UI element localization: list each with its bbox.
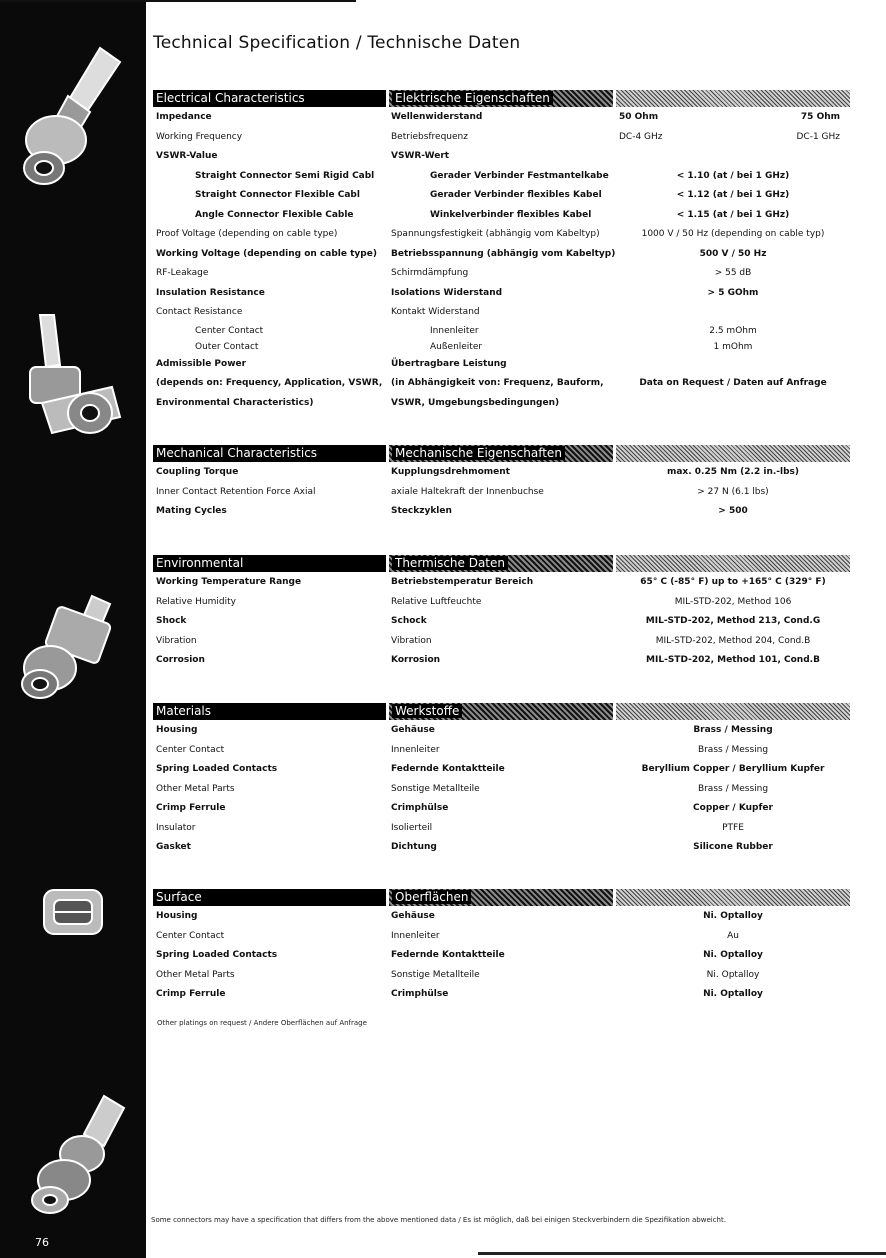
spec-label-de: (in Abhängigkeit von: Frequenz, Bauform, — [391, 378, 604, 388]
spec-value: 1 mOhm — [713, 341, 753, 352]
spec-label-en: Center Contact — [195, 325, 264, 336]
spec-label-en: Crimp Ferrule — [156, 803, 226, 813]
spec-value: Silicone Rubber — [693, 842, 773, 852]
section-header-en: Electrical Characteristics — [153, 90, 386, 107]
spec-label-en: VSWR-Value — [156, 151, 218, 161]
top-rule — [0, 0, 356, 2]
spec-label-en: Angle Connector Flexible Cable — [195, 209, 354, 220]
spec-row — [153, 780, 850, 800]
spec-value: Brass / Messing — [697, 744, 769, 755]
spec-label-de: Relative Luftfeuchte — [391, 596, 482, 607]
spec-label-de: Steckzyklen — [391, 506, 452, 516]
spec-label-de: Wellenwiderstand — [391, 112, 483, 122]
spec-label-en: Center Contact — [156, 930, 225, 941]
spec-value: < 1.12 (at / bei 1 GHz) — [676, 190, 790, 200]
spec-value: MIL-STD-202, Method 101, Cond.B — [646, 655, 820, 665]
spec-label-de: Korrosion — [391, 655, 441, 665]
spec-value-75ohm: DC-1 GHz — [796, 131, 840, 142]
spec-label-en: Impedance — [156, 112, 212, 122]
spec-label-de: Betriebsfrequenz — [391, 131, 468, 142]
spec-label-en: (depends on: Frequency, Application, VSWR, — [156, 378, 383, 388]
spec-label-de: axiale Haltekraft der Innenbuchse — [391, 486, 544, 497]
spec-value: Data on Request / Daten auf Anfrage — [639, 378, 827, 388]
spec-row — [153, 245, 850, 265]
spec-row — [153, 573, 850, 593]
spec-section — [153, 90, 850, 413]
spec-label-de: Übertragbare Leistung — [391, 358, 507, 369]
spec-row — [153, 927, 850, 947]
spec-row — [153, 394, 850, 414]
spec-row — [153, 799, 850, 819]
spec-value: Ni. Optalloy — [703, 950, 763, 960]
spec-label-de: VSWR-Wert — [391, 151, 450, 161]
spec-label-en: Mating Cycles — [156, 506, 227, 516]
spec-row — [153, 303, 850, 323]
spec-row — [153, 339, 850, 355]
spec-row — [153, 128, 850, 148]
plating-note: Other platings on request / Andere Oberflächen auf Anfrage — [157, 1019, 367, 1027]
section-header-de — [389, 703, 613, 720]
section-header-values — [616, 445, 850, 462]
spec-value: Ni. Optalloy — [703, 989, 763, 999]
spec-label-en: Spring Loaded Contacts — [156, 950, 278, 960]
section-header-de-label: Werkstoffe — [392, 704, 462, 718]
spec-label-de: Dichtung — [391, 842, 437, 852]
spec-label-en: Outer Contact — [195, 341, 259, 352]
spec-label-en: Gasket — [156, 842, 191, 852]
spec-row — [153, 632, 850, 652]
spec-row — [153, 946, 850, 966]
spec-label-en: Corrosion — [156, 655, 205, 665]
spec-row — [153, 502, 850, 522]
spec-value-50ohm: 50 Ohm — [619, 112, 659, 122]
spec-row — [153, 838, 850, 858]
spec-label-en: Housing — [156, 911, 198, 921]
spec-label-en: Other Metal Parts — [156, 969, 235, 980]
spec-label-de: Betriebstemperatur Bereich — [391, 577, 534, 587]
spec-label-en: Insulation Resistance — [156, 287, 265, 298]
spec-value: Copper / Kupfer — [693, 803, 773, 813]
spec-value: Beryllium Copper / Beryllium Kupfer — [641, 764, 825, 774]
spec-row — [153, 985, 850, 1005]
section-header-values — [616, 555, 850, 572]
spec-row — [153, 225, 850, 245]
section-header-en: Surface — [153, 889, 386, 906]
connector-image — [12, 305, 137, 455]
spec-row — [153, 264, 850, 284]
spec-value: MIL-STD-202, Method 106 — [674, 596, 792, 607]
spec-label-en: Working Temperature Range — [156, 577, 302, 587]
section-header — [153, 90, 850, 108]
spec-value: Ni. Optalloy — [706, 969, 760, 980]
spec-row — [153, 463, 850, 483]
spec-label-de: Federnde Kontaktteile — [391, 950, 505, 960]
section-header — [153, 555, 850, 573]
spec-label-de: Gehäuse — [391, 725, 435, 735]
spec-label-en: RF-Leakage — [156, 268, 209, 278]
spec-label-de: Crimphülse — [391, 803, 449, 813]
spec-value: > 5 GOhm — [707, 287, 759, 298]
spec-row — [153, 721, 850, 741]
section-header-de — [389, 889, 613, 906]
section-header — [153, 445, 850, 463]
spec-label-de: Kontakt Widerstand — [391, 307, 480, 317]
section-header-de — [389, 555, 613, 572]
spec-value: 65° C (-85° F) up to +165° C (329° F) — [640, 577, 826, 587]
spec-label-en: Insulator — [156, 822, 196, 833]
spec-label-de: Schock — [391, 616, 427, 626]
spec-value-50ohm: DC-4 GHz — [619, 131, 663, 142]
spec-label-en: Center Contact — [156, 744, 225, 755]
section-header-de-label: Thermische Daten — [392, 556, 508, 570]
spec-label-de: Betriebsspannung (abhängig vom Kabeltyp) — [391, 248, 616, 259]
spec-value: > 500 — [718, 506, 748, 516]
page-title: Technical Specification / Technische Daten — [153, 33, 521, 53]
spec-label-en: Shock — [156, 616, 187, 626]
spec-label-de: VSWR, Umgebungsbedingungen) — [391, 397, 560, 408]
spec-row — [153, 284, 850, 304]
spec-section — [153, 445, 850, 522]
spec-section — [153, 555, 850, 671]
section-header-de-label: Mechanische Eigenschaften — [392, 446, 565, 460]
spec-label-de: Innenleiter — [391, 744, 440, 755]
section-header — [153, 889, 850, 907]
spec-row — [153, 206, 850, 226]
spec-value: < 1.15 (at / bei 1 GHz) — [676, 209, 790, 220]
spec-label-en: Vibration — [156, 635, 197, 646]
spec-row — [153, 374, 850, 394]
spec-label-en: Housing — [156, 725, 198, 735]
spec-value: Brass / Messing — [693, 725, 773, 735]
section-header-de — [389, 445, 613, 462]
section-header-values — [616, 889, 850, 906]
spec-label-de: Isolierteil — [391, 822, 433, 833]
spec-row — [153, 147, 850, 167]
spec-row — [153, 741, 850, 761]
connector-image — [22, 1090, 132, 1220]
bottom-rule — [478, 1252, 886, 1255]
spec-value: > 27 N (6.1 lbs) — [697, 486, 769, 497]
spec-label-de: Sonstige Metallteile — [391, 783, 480, 794]
spec-section — [153, 703, 850, 858]
spec-row — [153, 907, 850, 927]
spec-label-de: Innenleiter — [391, 930, 440, 941]
spec-label-en: Proof Voltage (depending on cable type) — [156, 229, 338, 239]
spec-label-de: Gerader Verbinder flexibles Kabel — [430, 190, 602, 200]
connector-image — [38, 882, 108, 942]
spec-value: max. 0.25 Nm (2.2 in.-lbs) — [666, 467, 800, 477]
spec-value-75ohm: 75 Ohm — [800, 112, 840, 122]
spec-value: > 55 dB — [714, 268, 752, 278]
spec-label-en: Spring Loaded Contacts — [156, 764, 278, 774]
spec-label-de: Schirmdämpfung — [391, 268, 469, 278]
spec-label-en: Crimp Ferrule — [156, 989, 226, 999]
spec-value: MIL-STD-202, Method 213, Cond.G — [645, 616, 821, 626]
section-header-de — [389, 90, 613, 107]
spec-label-de: Spannungsfestigkeit (abhängig vom Kabeltyp) — [391, 229, 600, 239]
spec-value: MIL-STD-202, Method 204, Cond.B — [655, 635, 811, 646]
footer-note: Some connectors may have a specification that differs from the above mentioned data / Es ist möglich, daß bei einigen Steckverbindern die Spezifikation abweicht. — [151, 1216, 726, 1224]
spec-value: PTFE — [722, 822, 744, 833]
spec-row — [153, 651, 850, 671]
spec-row — [153, 323, 850, 339]
spec-label-de: Winkelverbinder flexibles Kabel — [430, 209, 592, 220]
section-header-en: Materials — [153, 703, 386, 720]
spec-row — [153, 186, 850, 206]
left-image-strip — [0, 0, 146, 1258]
section-header-en: Mechanical Characteristics — [153, 445, 386, 462]
spec-label-en: Environmental Characteristics) — [156, 397, 314, 408]
spec-row — [153, 593, 850, 613]
section-header-values — [616, 90, 850, 107]
spec-value: Au — [727, 930, 739, 941]
spec-value: 1000 V / 50 Hz (depending on cable typ) — [641, 229, 825, 239]
section-header-de-label: Oberflächen — [392, 890, 471, 904]
section-header-values — [616, 703, 850, 720]
spec-row — [153, 760, 850, 780]
spec-row — [153, 108, 850, 128]
spec-label-de: Gehäuse — [391, 911, 435, 921]
section-header-en: Environmental — [153, 555, 386, 572]
spec-value: Brass / Messing — [697, 783, 769, 794]
spec-label-de: Vibration — [391, 635, 432, 646]
spec-label-de: Kupplungsdrehmoment — [391, 467, 510, 477]
spec-row — [153, 167, 850, 187]
spec-value: < 1.10 (at / bei 1 GHz) — [676, 170, 790, 181]
connector-image — [10, 590, 135, 710]
section-header-de-label: Elektrische Eigenschaften — [392, 91, 553, 105]
spec-label-de: Isolations Widerstand — [391, 287, 503, 298]
spec-value: Ni. Optalloy — [703, 911, 763, 921]
spec-value: 500 V / 50 Hz — [699, 248, 767, 259]
section-header — [153, 703, 850, 721]
spec-section — [153, 889, 850, 1005]
spec-label-en: Relative Humidity — [156, 596, 236, 607]
spec-label-de: Federnde Kontaktteile — [391, 764, 505, 774]
spec-label-en: Admissible Power — [156, 358, 247, 369]
spec-row — [153, 966, 850, 986]
spec-label-de: Außenleiter — [430, 341, 483, 352]
spec-label-en: Straight Connector Flexible Cabl — [195, 190, 360, 200]
spec-row — [153, 355, 850, 375]
spec-label-en: Inner Contact Retention Force Axial — [156, 486, 316, 497]
connector-image — [8, 40, 138, 190]
spec-label-en: Coupling Torque — [156, 467, 239, 477]
spec-label-en: Working Voltage (depending on cable type) — [156, 248, 377, 259]
spec-label-de: Crimphülse — [391, 989, 449, 999]
spec-label-en: Contact Resistance — [156, 307, 243, 317]
spec-label-en: Other Metal Parts — [156, 783, 235, 794]
spec-row — [153, 483, 850, 503]
spec-row — [153, 612, 850, 632]
spec-label-de: Sonstige Metallteile — [391, 969, 480, 980]
spec-label-en: Working Frequency — [156, 131, 243, 142]
spec-value: 2.5 mOhm — [709, 325, 757, 336]
spec-row — [153, 819, 850, 839]
spec-label-de: Innenleiter — [430, 325, 479, 336]
spec-label-de: Gerader Verbinder Festmantelkabe — [430, 170, 609, 181]
spec-label-en: Straight Connector Semi Rigid Cabl — [195, 170, 375, 181]
page-number: 76 — [35, 1236, 49, 1249]
